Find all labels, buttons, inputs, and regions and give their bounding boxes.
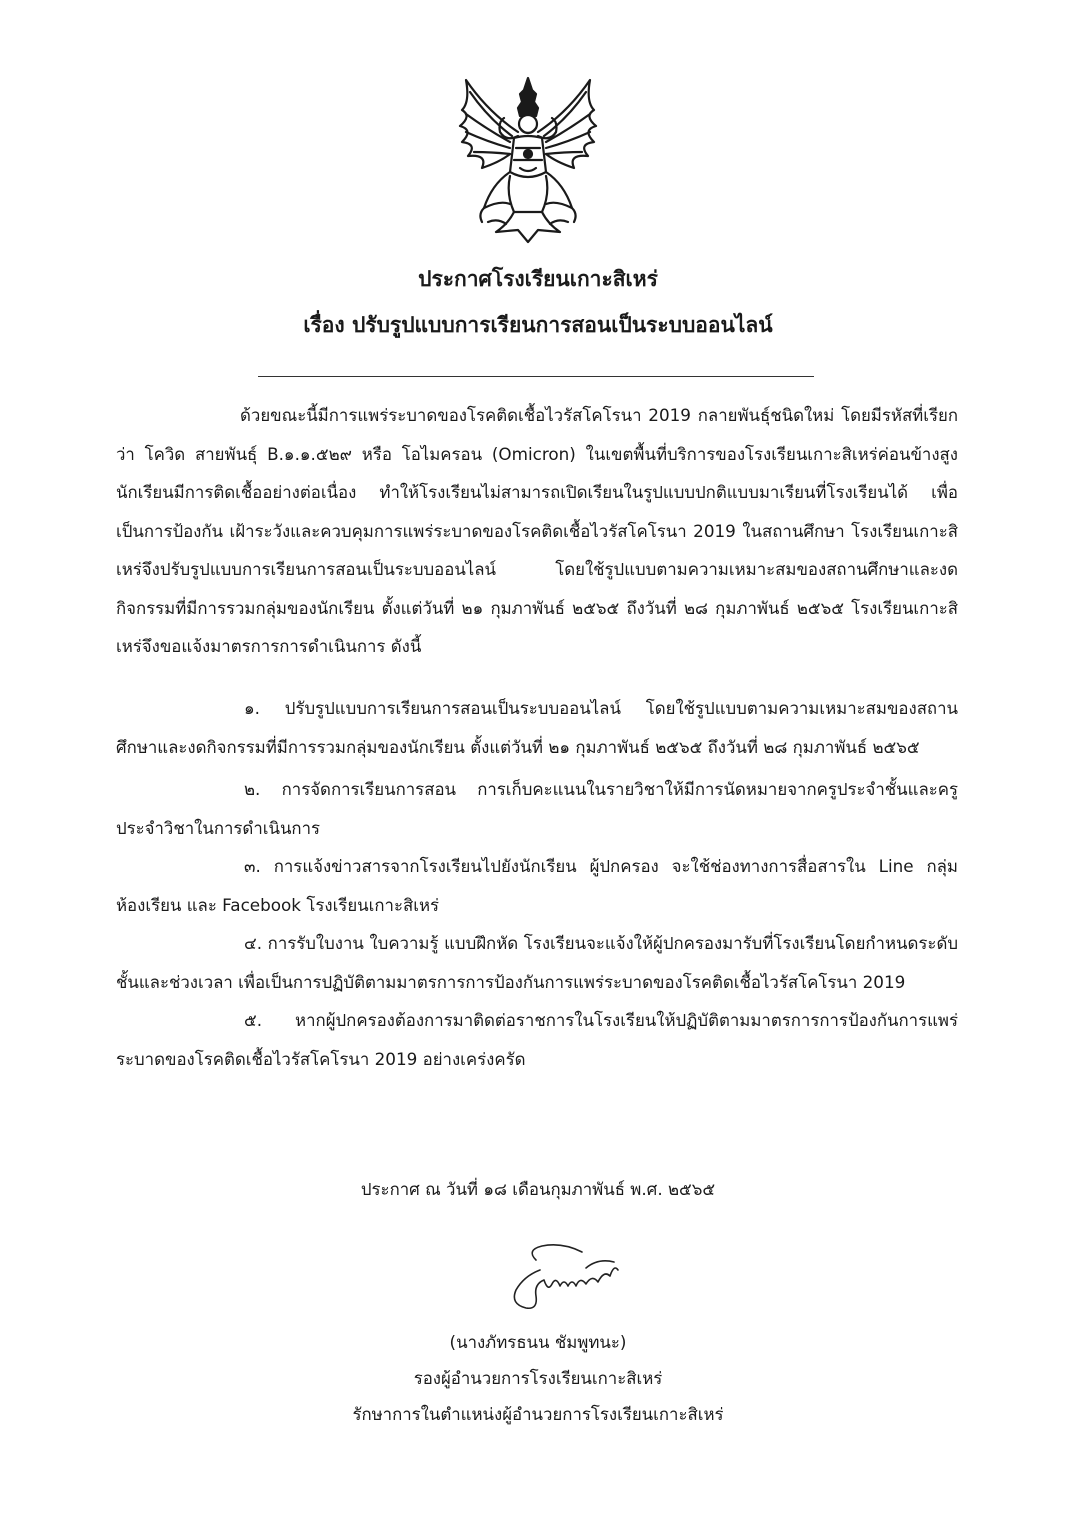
signer-position: รองผู้อำนวยการโรงเรียนเกาะสิเหร่ [413, 1368, 663, 1388]
garuda-emblem-icon [448, 72, 608, 248]
list-item: ๔. การรับใบงาน ใบความรู้ แบบฝึกหัด โรงเรียนจะแจ้งให้ผู้ปกครองมารับที่โรงเรียนโดยกำหนดระดับชั้นและช่วงเวลา เพื่อเป็นการปฏิบัติตามมาตรการการป้องกันการแพร่ระบาดของโรคติดเชื้อไวรัสโคโรนา 2019 [116, 933, 958, 992]
list-item: ๑. ปรับรูปแบบการเรียนการสอนเป็นระบบออนไลน์ โดยใช้รูปแบบตามความเหมาะสมของสถานศึกษาและงดกิจกรรมที่มีการรวมกลุ่มของนักเรียน ตั้งแต่วันที่ ๒๑ กุมภาพันธ์ ๒๕๖๕ ถึงวันที่ ๒๘ กุมภาพันธ์ ๒๕๖๕ [116, 698, 958, 757]
handwritten-signature-icon [486, 1240, 646, 1320]
list-item: ๕. หากผู้ปกครองต้องการมาติดต่อราชการในโรงเรียนให้ปฏิบัติตามมาตรการการป้องกันการแพร่ระบาดของโรคติดเชื้อไวรัสโคโรนา 2019 อย่างเคร่งครัด [116, 1010, 958, 1069]
signer-acting-position: รักษาการในตำแหน่งผู้อำนวยการโรงเรียนเกาะสิเหร่ [352, 1404, 724, 1424]
list-item: ๒. การจัดการเรียนการสอน การเก็บคะแนนในรายวิชาให้มีการนัดหมายจากครูประจำชั้นและครูประจำวิชาในการดำเนินการ [116, 779, 958, 838]
intro-paragraph: ด้วยขณะนี้มีการแพร่ระบาดของโรคติดเชื้อไวรัสโคโรนา 2019 กลายพันธุ์ชนิดใหม่ โดยมีรหัสที่เรียกว่า โควิด สายพันธุ์ B.๑.๑.๕๒๙ หรือ โอไมครอน (Omicron) ในเขตพื้นที่บริการของโรงเรียนเกาะสิเหร่ค่อนข้างสูง นักเรียนมีการติดเชื้ออย่างต่อเนื่อง ทำให้โรงเรียนไม่สามารถเปิดเรียนในรูปแบบปกติแบบมาเรียนที่โรงเรียนได้ เพื่อเป็นการป้องกัน เฝ้าระวังและควบคุมการแพร่ระบาดของโรคติดเชื้อไวรัสโคโรนา 2019 ในสถานศึกษา โรงเรียนเกาะสิเหร่จึงปรับรูปแบบการเรียนการสอนเป็นระบบออนไลน์ โดยใช้รูปแบบตามความเหมาะสมของสถานศึกษาและงดกิจกรรมที่มีการรวมกลุ่มของนักเรียน ตั้งแต่วันที่ ๒๑ กุมภาพันธ์ ๒๕๖๕ ถึงวันที่ ๒๘ กุมภาพันธ์ ๒๕๖๕ โรงเรียนเกาะสิเหร่จึงขอแจ้งมาตรการการดำเนินการ ดังนี้ [116, 405, 958, 656]
announcement-date: ประกาศ ณ วันที่ ๑๘ เดือนกุมภาพันธ์ พ.ศ. ๒๕๖๕ [360, 1179, 716, 1199]
signer-name: (นางภัทรธนน ชัมพูทนะ) [449, 1332, 627, 1352]
measures-list [116, 689, 958, 1078]
title-divider [258, 376, 814, 377]
page-title: ประกาศโรงเรียนเกาะสิเหร่ [418, 267, 658, 291]
list-item: ๓. การแจ้งข่าวสารจากโรงเรียนไปยังนักเรียน ผู้ปกครอง จะใช้ช่องทางการสื่อสารใน Line กลุ่มห้องเรียน และ Facebook โรงเรียนเกาะสิเหร่ [116, 856, 958, 915]
document-subject: เรื่อง ปรับรูปแบบการเรียนการสอนเป็นระบบออนไลน์ [303, 313, 773, 337]
